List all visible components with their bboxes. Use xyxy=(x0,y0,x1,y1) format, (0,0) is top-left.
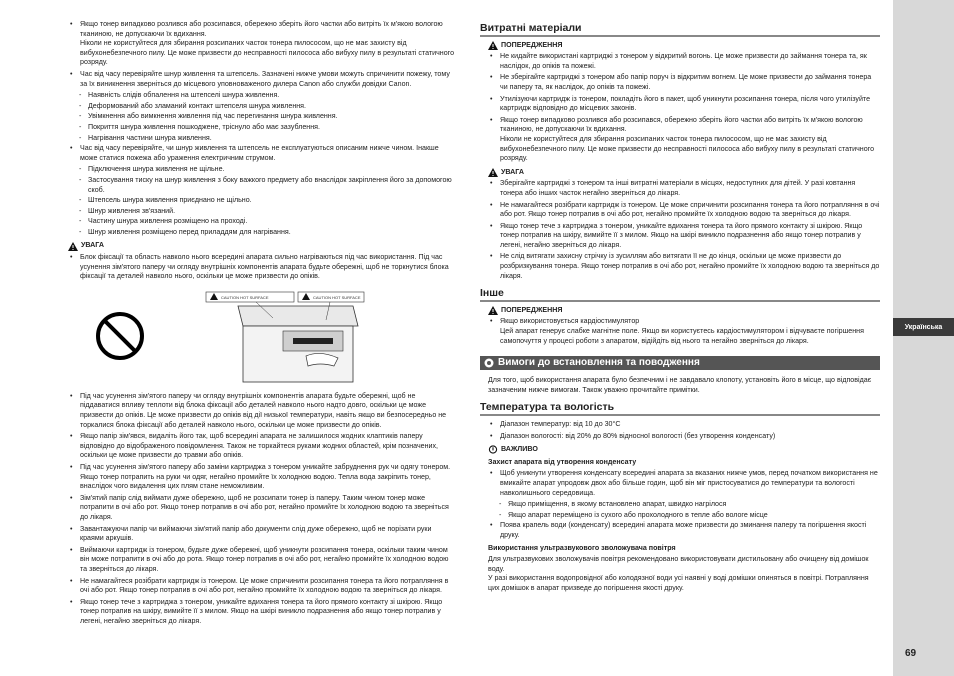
right-column xyxy=(476,20,880,598)
warning-icon xyxy=(68,242,78,251)
list-item: - Застосування тиску на шнур живлення з боку важкого предмету або внаслідок закріплення його за допомогою скоб. xyxy=(68,176,456,195)
warning-icon xyxy=(488,306,498,315)
list-item: • Зім'ятий папір слід виймати дуже обережно, щоб не розсипати тонер із паперу. Таким чином тонер може потрапити в очі або рот. Якщо тонер потрапив в очі або рот, негайно промийте їх холодною водою та зверніться до лікаря. xyxy=(68,494,456,523)
list-item: • Діапазон вологості: від 20% до 80% відносної вологості (без утворення конденсату) xyxy=(488,432,880,442)
list-item: - Покриття шнура живлення пошкоджене, тріснуло або має зазублення. xyxy=(68,123,456,133)
gear-icon xyxy=(484,358,494,368)
important-label: ВАЖЛИВО xyxy=(476,445,880,455)
subheading: Використання ультразвукового зволожувача повітря xyxy=(488,543,676,552)
printer-illustration xyxy=(68,286,456,386)
list-item: • Якщо тонер тече з картриджа з тонером, уникайте вдихання тонера та його прямого контакту зі шкірою. Якщо тонер потрапив на шкіру, вимийте її з милом. Якщо на шкірі виникло подразнення або якщо тонер потрапив у легені, негайно зверніться до лікаря. xyxy=(488,222,880,251)
list-item: • Поява крапель води (конденсату) всередині апарата може призвести до зминання паперу та погіршення якості друку. xyxy=(488,521,880,540)
list-item: • Якщо тонер випадково розлився або розсипався, обережно зберіть його частки або витріть їх м'якою вологою тканиною, не допускаючи їх вдихання. Ніколи не користуйтеся для збирання розсипаних часток тонера пилососом, що не має захисту від вибухонебезпечного пилу. Це може призвести до несправності пилососа або вибуху пилу в результаті статичного розряду. xyxy=(488,116,880,164)
hot-surface-illustration xyxy=(68,286,456,386)
svg-text:CAUTION HOT SURFACE: CAUTION HOT SURFACE xyxy=(313,294,361,300)
list-item: - Підключення шнура живлення не щільне. xyxy=(68,165,456,175)
list-item: • Якщо папір зім'явся, видаліть його так, щоб всередині апарата не залишилося жодних клаптиків паперу відповідно до відображеного повідомлення. Також не торкайтеся руками жодних областей, крім позначених, оскільки це може призвести до травми або опіків. xyxy=(68,432,456,461)
list-item: • Виймаючи картридж із тонером, будьте дуже обережні, щоб уникнути розсипання тонера, оскільки таким чином він може потрапити в очі або до рота. Якщо тонер потрапив в очі або рот, негайно промийте їх холодною водою та зверніться до лікаря. xyxy=(68,546,456,575)
list-item: • Не зберігайте картриджі з тонером або папір поруч із відкритим вогнем. Це може призвести до займання тонера чи паперу та, як наслідок, до опіків та пожежі. xyxy=(488,73,880,92)
list-item: - Наявність слідів обпалення на штепселі шнура живлення. xyxy=(68,91,456,101)
list-item: • Не намагайтеся розібрати картридж із тонером. Це може спричинити розсипання тонера та його потрапляння в очі або рот. Якщо тонер потрапив в очі або рот, негайно промийте їх холодною водою та зверніться до лікаря. xyxy=(68,577,456,596)
list-item: • Утилізуючи картридж із тонером, покладіть його в пакет, щоб уникнути розсипання тонера, після чого утилізуйте картридж відповідно до місцевих законів. xyxy=(488,95,880,114)
warning-label: ПОПЕРЕДЖЕННЯ xyxy=(476,41,880,51)
list-item: - Якщо приміщення, в якому встановлено апарат, швидко нагрілося xyxy=(488,500,880,510)
svg-text:CAUTION HOT SURFACE: CAUTION HOT SURFACE xyxy=(221,294,269,300)
list-item: - Шнур живлення розміщено перед приладдям для нагрівання. xyxy=(68,228,456,238)
list-item: • Під час усунення зім'ятого паперу чи огляду внутрішніх компонентів апарата будьте обережні, щоб не піддаватися впливу теплоти від блока фіксації або деталей навколо нього надто довго, оскільки це може призвести до опіків. Це може призвести до опіків від дії низької температури, навіть якщо ви безпосередньо не торкалися блока фіксації або деталей навколо нього, оскільки це може призвести до опіків. xyxy=(68,392,456,430)
section-heading: Інше xyxy=(480,289,880,302)
list-item: - Шнур живлення зв'язаний. xyxy=(68,207,456,217)
sidebar xyxy=(893,0,954,676)
section-heading: Витратні матеріали xyxy=(480,24,880,37)
list-item: - Деформований або зламаний контакт штепселя шнура живлення. xyxy=(68,102,456,112)
section-heading: Температура та вологість xyxy=(480,403,880,416)
subheading: Захист апарата від утворення конденсату xyxy=(488,457,637,466)
warning-label: ПОПЕРЕДЖЕННЯ xyxy=(476,306,880,316)
section-bar: Вимоги до встановлення та поводження xyxy=(480,356,880,370)
list-item: • Блок фіксації та область навколо нього всередині апарата сильно нагріваються під час використання. Під час усунення зім'ятого паперу чи огляду внутрішніх компонентів апарата будьте обережні, щоб не торкнутися блока фіксації та деталей навколо нього, оскільки це може призвести до опіків. xyxy=(68,253,456,282)
list-item: • Не слід витягати захисну стрічку із зусиллям або витягати її не до кінця, оскільки це може призвести до розбризкування тонера. Якщо тонер потрапив в очі або рот, негайно промийте їх холодною водою та зверніться до лікаря. xyxy=(488,252,880,281)
caution-label: УВАГА xyxy=(68,241,456,251)
intro-paragraph: Для того, щоб використання апарата було безпечним і не завдавало клопоту, установіть його в місце, що відповідає зазначеним нижче вимогам. Також уважно прочитайте примітки. xyxy=(488,376,872,394)
list-item: • Завантажуючи папір чи виймаючи зім'ятий папір або документи слід дуже обережно, щоб не порізати руки краями аркушів. xyxy=(68,525,456,544)
warning-icon xyxy=(488,168,498,177)
list-item: • Зберігайте картриджі з тонером та інші витратні матеріали в місцях, недоступних для дітей. У разі ковтання тонера або інших часток негайно зверніться до лікаря. xyxy=(488,179,880,198)
list-item: • Якщо тонер випадково розлився або розсипався, обережно зберіть його частки або витріть їх м'якою вологою тканиною, не допускаючи їх вдихання. Ніколи не користуйтеся для збирання розсипаних часток тонера пилососом, що не має захисту від вибухонебезпечного пилу. Це може призвести до несправності пилососа або вибуху пилу в результаті статичного розряду. xyxy=(68,20,456,68)
list-item: • Щоб уникнути утворення конденсату всередині апарата за вказаних нижче умов, перед початком використання не вмикайте апарат упродовж двох або більше годин, щоб він міг пристосуватися до температури та вологості навколишнього середовища. xyxy=(488,469,880,498)
list-item: • Час від часу перевіряйте, чи шнур живлення та штепсель не експлуатуються описаним нижче чином. Інакше може статися пожежа або ураження електричним струмом. xyxy=(68,144,456,163)
list-item: • Не намагайтеся розібрати картридж із тонером. Це може спричинити розсипання тонера та його потрапляння в очі або рот. Якщо тонер потрапив в очі або рот, негайно промийте їх холодною водою та зверніться до лікаря. xyxy=(488,201,880,220)
list-item: • Час від часу перевіряйте шнур живлення та штепсель. Зазначені нижче умови можуть спричинити пожежу, тому за їх виникнення зверніться до місцевого уповноваженого дилера Canon або служби довідки Canon. xyxy=(68,70,456,89)
list-item: • Діапазон температур: від 10 до 30°C xyxy=(488,420,880,430)
list-item: - Якщо апарат переміщено із сухого або прохолодного в тепле або вологе місце xyxy=(488,511,880,521)
list-item: • Якщо тонер тече з картриджа з тонером, уникайте вдихання тонера та його прямого контакту зі шкірою. Якщо тонер потрапив на шкіру, вимийте її з милом. Якщо на шкірі виникло подразнення або якщо тонер потрапив у легені, негайно зверніться до лікаря. xyxy=(68,598,456,627)
list-item: - Штепсель шнура живлення приєднано не щільно. xyxy=(68,196,456,206)
list-item: • Якщо використовується кардіостимулятор Цей апарат генерує слабке магнітне поле. Якщо ви користуєтесь кардіостимулятором і відчуваєте погіршення самопочуття у процесі роботи з апаратом, відійдіть від нього та негайно зверніться до лікаря. xyxy=(488,317,880,346)
list-item: - Нагрівання частини шнура живлення. xyxy=(68,134,456,144)
page-number: 69 xyxy=(905,648,917,659)
caution-label: УВАГА xyxy=(476,168,880,178)
paragraph: Для ультразвукових зволожувачів повітря рекомендовано використовувати дистильовану або очищену від домішок воду. У разі використання водопровідної або колодязної води усі наявні у воді домішки опиняться в повітрі. Потрапляння цих домішок в апарат призведе до погіршення якості друку. xyxy=(488,555,869,592)
list-item: • Не кидайте використані картриджі з тонером у відкритий вогонь. Це може призвести до займання тонера та, як наслідок, до опіків та пожежі. xyxy=(488,52,880,71)
language-tab: Українська xyxy=(893,318,954,336)
list-item: • Під час усунення зім'ятого паперу або заміни картриджа з тонером уникайте забруднення рук чи одягу тонером. Якщо тонер потрапить на руки чи одяг, негайно промийте їх холодною водою. Тепла вода закріпить тонер, внаслідок чого видалення цих плям стане неможливим. xyxy=(68,463,456,492)
left-column xyxy=(68,20,456,629)
list-item: - Частину шнура живлення розміщено на проході. xyxy=(68,217,456,227)
important-icon xyxy=(488,445,498,454)
list-item: - Увімкнення або вимкнення живлення під час перегинання шнура живлення. xyxy=(68,112,456,122)
warning-icon xyxy=(488,41,498,50)
